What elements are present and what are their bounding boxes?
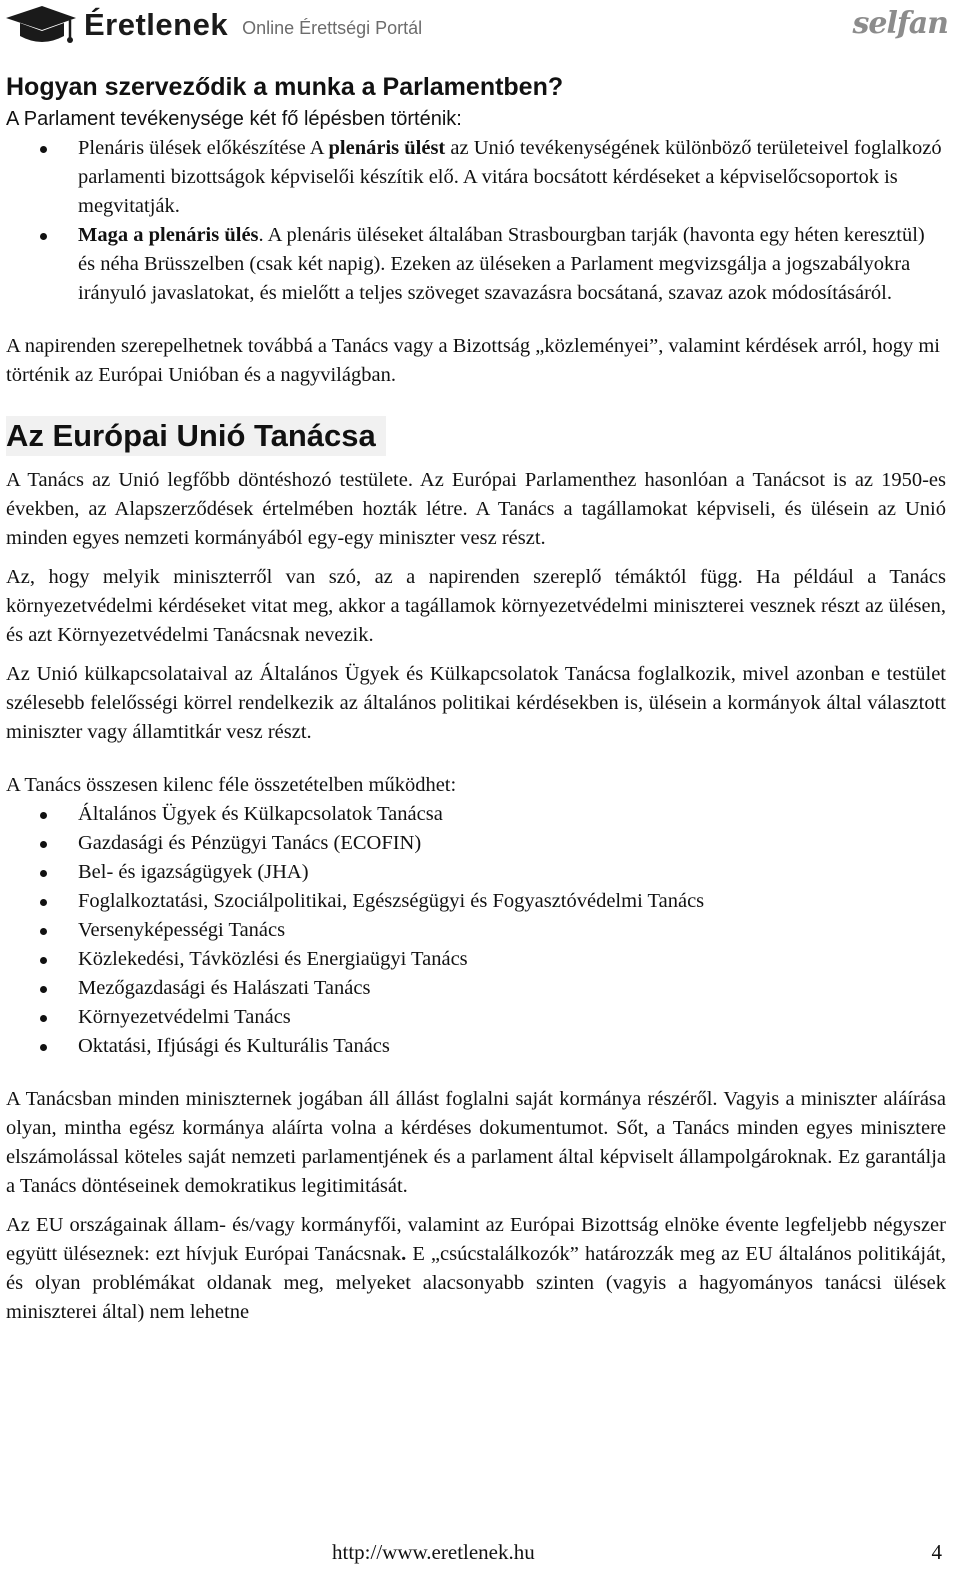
bullet-text: . A plenáris üléseket általában Strasbourgban tarják (havonta egy héten keresztül) és néha Brüsszelben (csak két napig). Ezeken az üléseken a Parlament megvizsgálja a jogszabályokra irányuló javaslatokat, és mielőtt a teljes szöveget szavazásra bocsátaná, szavaz azok módosításáról. bbox=[78, 224, 925, 304]
paragraph-text: E „csúcstalálkozók” határozzák meg az EU általános politikáját, és olyan problémákat oldanak meg, melyeket alacsonyabb szinten (vagyis a hagyományos tanácsi ülések miniszterei által) nem lehetne bbox=[6, 1243, 946, 1323]
list-item: Bel- és igazságügyek (JHA) bbox=[6, 858, 946, 887]
logo-name: Éretlenek bbox=[84, 7, 229, 42]
paragraph-text: Az EU országainak állam- és/vagy kormányfői, valamint az Európai Bizottság elnöke évente legfeljebb négyszer együtt üléseznek: ezt hívjuk Európai Tanácsnak bbox=[6, 1214, 946, 1265]
intro-lead: A Parlament tevékenysége két fő lépésben történik: bbox=[6, 108, 462, 130]
footer-url-link[interactable]: http://www.eretlenek.hu bbox=[332, 1540, 535, 1564]
list-item: Gazdasági és Pénzügyi Tanács (ECOFIN) bbox=[6, 829, 946, 858]
paragraph: A Tanácsban minden miniszternek jogában áll állást foglalni saját kormánya részéről. Vagyis a miniszter aláírása olyan, mintha egész kormánya aláírta volna a kérdéses dokumentumot. Sőt, a Tanács minden egyes minisztere elszámolással köteles saját nemzeti parlamentjének és a parlament által képviselt állampolgároknak. Ez garantálja a Tanács döntéseinek demokratikus legitimitását. bbox=[6, 1088, 946, 1197]
graduation-cap-icon bbox=[4, 2, 78, 48]
council-section bbox=[6, 416, 946, 1327]
council-configurations-list bbox=[6, 800, 946, 1061]
page-header bbox=[0, 0, 960, 52]
bullet-text: Plenáris ülések előkészítése A bbox=[78, 137, 329, 159]
page-footer bbox=[0, 1540, 960, 1570]
paragraph bbox=[6, 1211, 946, 1327]
section-title-council: Az Európai Unió Tanácsa bbox=[6, 416, 386, 456]
list-item bbox=[6, 221, 946, 308]
bullet-bold: plenáris ülést bbox=[328, 137, 446, 159]
list-item: Foglalkoztatási, Szociálpolitikai, Egészségügyi és Fogyasztóvédelmi Tanács bbox=[6, 887, 946, 916]
bullet-text: az Unió tevékenységének különböző területeivel foglalkozó parlamenti bizottságok képviselői készítik elő. A vitára bocsátott kérdéseket a képviselőcsoportok is megvitatják. bbox=[78, 137, 942, 217]
paragraph: A Tanács az Unió legfőbb döntéshozó testülete. Az Európai Parlamenthez hasonlóan a Tanácsot is az 1950-es években, az Alapszerződések értelmében hozták létre. A Tanács a tagállamokat képviseli, és ülésein az Unió minden egyes nemzeti kormányából egy-egy miniszter vesz részt. bbox=[6, 469, 946, 549]
brand-logo: selfan bbox=[852, 6, 948, 41]
page-number: 4 bbox=[931, 1540, 942, 1564]
list-item: Közlekedési, Távközlési és Energiaügyi Tanács bbox=[6, 945, 946, 974]
main-content bbox=[6, 70, 946, 1327]
list-item: Mezőgazdasági és Halászati Tanács bbox=[6, 974, 946, 1003]
list-item: Általános Ügyek és Külkapcsolatok Tanácsa bbox=[6, 800, 946, 829]
paragraph: Az Unió külkapcsolataival az Általános Ügyek és Külkapcsolatok Tanácsa foglalkozik, mivel azonban e testület szélesebb felelősségi körrel rendelkezik az általános politikai kérdésekben is, ülésein a kormányok által választott miniszter vagy államtitkár vesz részt. bbox=[6, 663, 946, 743]
list-item: Versenyképességi Tanács bbox=[6, 916, 946, 945]
list-item: Oktatási, Ifjúsági és Kulturális Tanács bbox=[6, 1032, 946, 1061]
parliament-steps-list bbox=[6, 134, 946, 308]
list-item: Környezetvédelmi Tanács bbox=[6, 1003, 946, 1032]
paragraph-bold: . bbox=[401, 1243, 407, 1265]
section-title-parliament: Hogyan szerveződik a munka a Parlamentben? bbox=[6, 73, 564, 101]
paragraph: A Tanács összesen kilenc féle összetételben működhet: bbox=[6, 774, 457, 796]
paragraph: A napirenden szerepelhetnek továbbá a Tanács vagy a Bizottság „közleményei”, valamint kérdések arról, hogy mi történik az Európai Unióban és a nagyvilágban. bbox=[6, 335, 941, 386]
logo-tagline: Online Érettségi Portál bbox=[242, 18, 423, 38]
bullet-bold: Maga a plenáris ülés bbox=[78, 224, 259, 246]
site-logo[interactable] bbox=[4, 2, 422, 48]
paragraph: Az, hogy melyik miniszterről van szó, az a napirenden szereplő témáktól függ. Ha például a Tanács környezetvédelmi kérdéseket vitat meg, akkor a tagállamok környezetvédelmi miniszterei vesznek részt az ülésen, és azt Környezetvédelmi Tanácsnak nevezik. bbox=[6, 566, 946, 646]
list-item bbox=[6, 134, 946, 221]
